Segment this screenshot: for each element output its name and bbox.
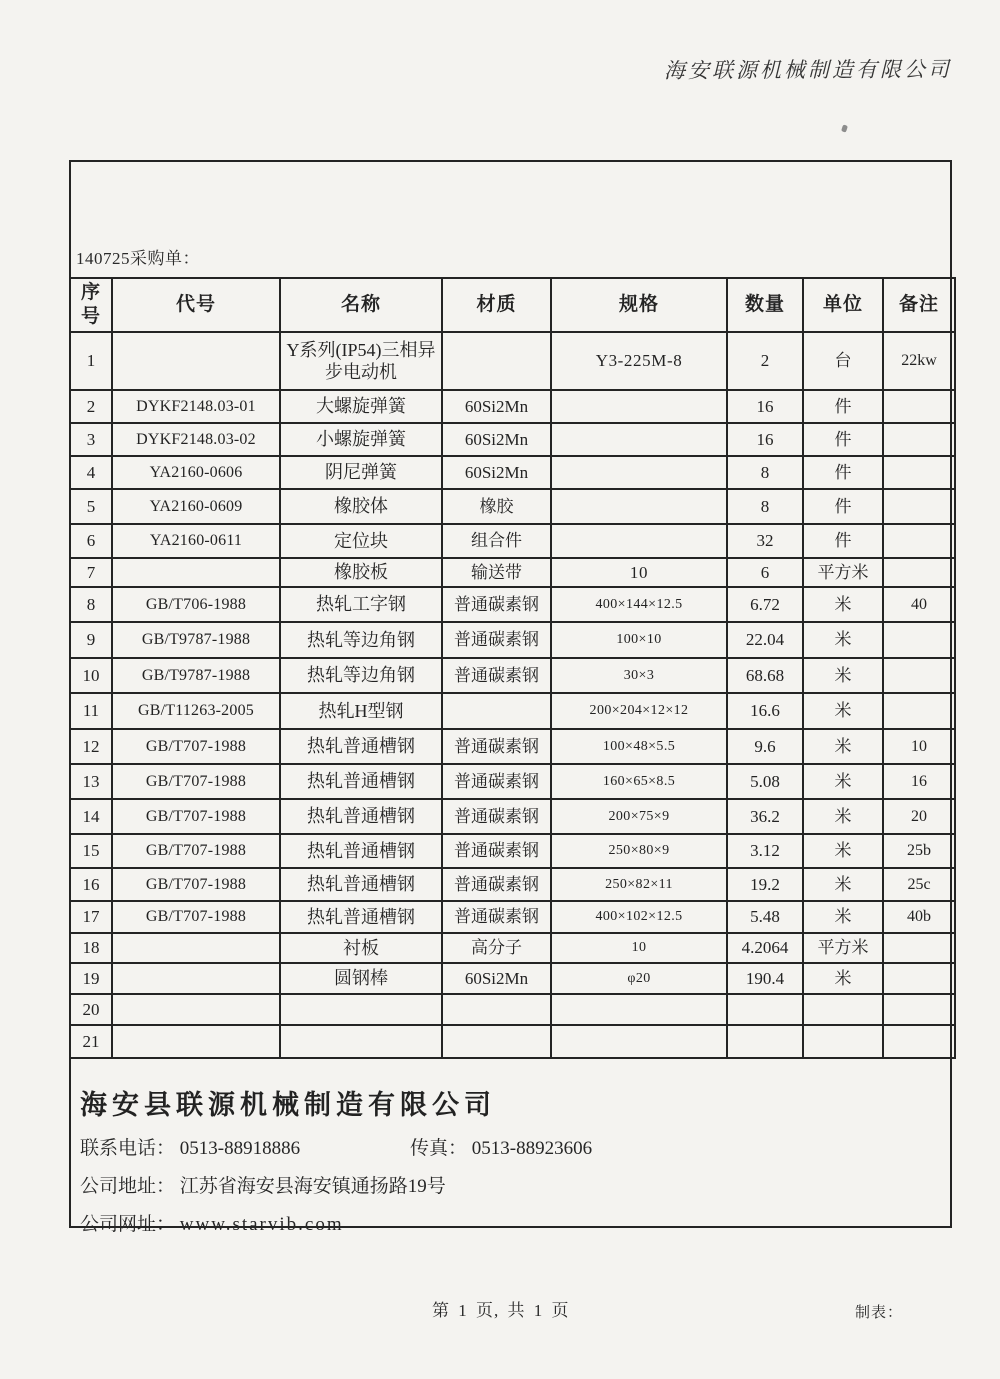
table-cell: 7 xyxy=(70,558,112,587)
table-cell xyxy=(551,524,727,558)
company-website-line xyxy=(80,1209,942,1236)
table-cell xyxy=(112,558,280,587)
table-cell: GB/T706-1988 xyxy=(112,587,280,622)
table-cell: 热轧等边角钢 xyxy=(280,622,442,658)
table-cell xyxy=(112,933,280,963)
table-cell: 热轧普通槽钢 xyxy=(280,764,442,799)
table-cell: 250×80×9 xyxy=(551,834,727,868)
table-row xyxy=(70,524,955,558)
table-cell: 2 xyxy=(70,390,112,423)
table-cell: GB/T707-1988 xyxy=(112,729,280,764)
table-cell: GB/T9787-1988 xyxy=(112,658,280,693)
table-cell: YA2160-0606 xyxy=(112,456,280,489)
table-cell: 件 xyxy=(803,390,883,423)
table-cell xyxy=(442,994,551,1025)
table-cell: 1 xyxy=(70,332,112,390)
table-cell: 19 xyxy=(70,963,112,994)
table-row xyxy=(70,963,955,994)
table-cell: 5.08 xyxy=(727,764,803,799)
table-cell: 16.6 xyxy=(727,693,803,729)
fax-value: 0513-88923606 xyxy=(471,1138,593,1159)
table-cell xyxy=(442,1025,551,1058)
table-cell: 6.72 xyxy=(727,587,803,622)
table-cell: 190.4 xyxy=(727,963,803,994)
table-cell: 40 xyxy=(883,587,955,622)
table-cell: 热轧普通槽钢 xyxy=(280,868,442,901)
table-row xyxy=(70,764,955,799)
table-cell: 21 xyxy=(70,1025,112,1058)
table-cell xyxy=(442,693,551,729)
table-row xyxy=(70,489,955,524)
table-cell: GB/T707-1988 xyxy=(112,799,280,834)
table-cell: 米 xyxy=(803,868,883,901)
address-value: 江苏省海安县海安镇通扬路19号 xyxy=(179,1176,446,1197)
column-header: 材质 xyxy=(442,278,551,332)
table-cell: 2 xyxy=(727,332,803,390)
table-cell: 橡胶体 xyxy=(280,489,442,524)
table-cell: 22.04 xyxy=(727,622,803,658)
table-cell: 件 xyxy=(803,489,883,524)
table-cell: 250×82×11 xyxy=(551,868,727,901)
table-cell: 60Si2Mn xyxy=(442,423,551,456)
table-cell: 高分子 xyxy=(442,933,551,963)
column-header: 代号 xyxy=(112,278,280,332)
table-cell: 定位块 xyxy=(280,524,442,558)
table-cell: 20 xyxy=(883,799,955,834)
table-cell: Y系列(IP54)三相异步电动机 xyxy=(280,332,442,390)
table-cell: 68.68 xyxy=(727,658,803,693)
table-cell: 5.48 xyxy=(727,901,803,933)
table-row xyxy=(70,729,955,764)
table-cell xyxy=(551,423,727,456)
table-cell: 9.6 xyxy=(727,729,803,764)
table-cell: 热轧工字钢 xyxy=(280,587,442,622)
table-cell: 10 xyxy=(883,729,955,764)
table-cell: 20 xyxy=(70,994,112,1025)
table-cell: 10 xyxy=(551,558,727,587)
table-cell xyxy=(551,994,727,1025)
table-row xyxy=(70,332,955,390)
table-cell: 19.2 xyxy=(727,868,803,901)
table-row xyxy=(70,994,955,1025)
table-cell xyxy=(883,1025,955,1058)
table-head xyxy=(70,278,955,332)
table-cell: 米 xyxy=(803,963,883,994)
table-cell xyxy=(551,1025,727,1058)
table-cell: 米 xyxy=(803,658,883,693)
table-row xyxy=(70,622,955,658)
table-row xyxy=(70,658,955,693)
table-cell: 12 xyxy=(70,729,112,764)
table-cell: 普通碳素钢 xyxy=(442,587,551,622)
table-cell: 10 xyxy=(551,933,727,963)
table-cell xyxy=(803,994,883,1025)
table-cell: 100×48×5.5 xyxy=(551,729,727,764)
table-cell: 18 xyxy=(70,933,112,963)
table-cell: φ20 xyxy=(551,963,727,994)
table-cell xyxy=(442,332,551,390)
maker-label: 制表： xyxy=(855,1305,904,1321)
table-cell xyxy=(883,963,955,994)
table-row xyxy=(70,1025,955,1058)
table-cell xyxy=(883,658,955,693)
table-cell: 16 xyxy=(727,390,803,423)
table-cell: GB/T707-1988 xyxy=(112,764,280,799)
table-cell: 普通碳素钢 xyxy=(442,868,551,901)
table-cell: 普通碳素钢 xyxy=(442,729,551,764)
table-cell: 米 xyxy=(803,622,883,658)
table-cell: Y3-225M-8 xyxy=(551,332,727,390)
table-cell: 件 xyxy=(803,524,883,558)
table-row xyxy=(70,901,955,933)
table-cell: 200×204×12×12 xyxy=(551,693,727,729)
table-row xyxy=(70,456,955,489)
table-cell xyxy=(883,933,955,963)
phone-label: 联系电话： xyxy=(80,1138,176,1159)
table-row xyxy=(70,693,955,729)
table-cell: 16 xyxy=(70,868,112,901)
table-cell: 400×102×12.5 xyxy=(551,901,727,933)
table-cell: GB/T707-1988 xyxy=(112,834,280,868)
table-cell xyxy=(551,390,727,423)
table-row xyxy=(70,423,955,456)
table-cell: 400×144×12.5 xyxy=(551,587,727,622)
table-body xyxy=(70,332,955,1058)
table-cell: 4.2064 xyxy=(727,933,803,963)
company-name: 海安县联源机械制造有限公司 xyxy=(80,1090,496,1120)
table-row xyxy=(70,390,955,423)
address-label: 公司地址： xyxy=(80,1176,176,1197)
table-cell: 橡胶 xyxy=(442,489,551,524)
table-cell: 100×10 xyxy=(551,622,727,658)
table-cell: DYKF2148.03-01 xyxy=(112,390,280,423)
fax-part xyxy=(410,1133,592,1160)
table-cell: 16 xyxy=(883,764,955,799)
table-cell: 11 xyxy=(70,693,112,729)
column-header: 备注 xyxy=(883,278,955,332)
table-cell: GB/T11263-2005 xyxy=(112,693,280,729)
table-cell xyxy=(883,489,955,524)
table-cell: 热轧普通槽钢 xyxy=(280,834,442,868)
table-cell: 6 xyxy=(727,558,803,587)
table-cell xyxy=(112,1025,280,1058)
phone-part xyxy=(80,1133,410,1160)
table-row xyxy=(70,558,955,587)
table-cell: 30×3 xyxy=(551,658,727,693)
table-cell: 6 xyxy=(70,524,112,558)
table-cell: 8 xyxy=(70,587,112,622)
table-cell xyxy=(883,390,955,423)
table-cell: 3.12 xyxy=(727,834,803,868)
fax-label: 传真： xyxy=(410,1138,468,1159)
table-cell xyxy=(112,994,280,1025)
table-cell: 橡胶板 xyxy=(280,558,442,587)
table-header-row xyxy=(70,278,955,332)
table-cell: 60Si2Mn xyxy=(442,456,551,489)
table-row xyxy=(70,834,955,868)
table-cell: 热轧普通槽钢 xyxy=(280,799,442,834)
table-cell: 15 xyxy=(70,834,112,868)
table-cell: 热轧等边角钢 xyxy=(280,658,442,693)
table-cell: 10 xyxy=(70,658,112,693)
table-cell: GB/T707-1988 xyxy=(112,901,280,933)
table-cell: 米 xyxy=(803,799,883,834)
document-box xyxy=(69,160,952,1235)
table-cell xyxy=(883,423,955,456)
table-row xyxy=(70,868,955,901)
table-cell xyxy=(727,994,803,1025)
scan-speck xyxy=(841,124,848,132)
column-header: 规格 xyxy=(551,278,727,332)
column-header: 单位 xyxy=(803,278,883,332)
table-cell: 热轧H型钢 xyxy=(280,693,442,729)
table-cell: 米 xyxy=(803,764,883,799)
table-cell: 40b xyxy=(883,901,955,933)
table-cell: 普通碳素钢 xyxy=(442,658,551,693)
table-cell xyxy=(883,994,955,1025)
company-address-line xyxy=(80,1171,942,1198)
table-cell: 圆钢棒 xyxy=(280,963,442,994)
table-cell xyxy=(883,558,955,587)
table-cell: 组合件 xyxy=(442,524,551,558)
table-cell xyxy=(883,693,955,729)
website-label: 公司网址： xyxy=(80,1214,176,1235)
table-cell: 13 xyxy=(70,764,112,799)
table-cell xyxy=(112,332,280,390)
table-cell: 8 xyxy=(727,456,803,489)
table-cell: YA2160-0609 xyxy=(112,489,280,524)
table-cell: 8 xyxy=(727,489,803,524)
table-row xyxy=(70,587,955,622)
table-cell: 60Si2Mn xyxy=(442,390,551,423)
table-cell: 32 xyxy=(727,524,803,558)
table-cell: 大螺旋弹簧 xyxy=(280,390,442,423)
table-cell: 米 xyxy=(803,587,883,622)
table-cell: 件 xyxy=(803,456,883,489)
table-cell: GB/T9787-1988 xyxy=(112,622,280,658)
table-cell: GB/T707-1988 xyxy=(112,868,280,901)
table-cell: 普通碳素钢 xyxy=(442,901,551,933)
table-cell: 台 xyxy=(803,332,883,390)
column-header: 数量 xyxy=(727,278,803,332)
table-cell xyxy=(803,1025,883,1058)
table-cell: 米 xyxy=(803,901,883,933)
order-label: 140725采购单： xyxy=(76,249,200,268)
letterhead-company-name: 海安联源机械制造有限公司 xyxy=(663,57,953,83)
table-cell: 16 xyxy=(727,423,803,456)
table-cell: 平方米 xyxy=(803,558,883,587)
table-cell xyxy=(883,456,955,489)
page-number: 第 1 页, 共 1 页 xyxy=(432,1301,570,1320)
column-header: 序号 xyxy=(70,278,112,332)
table-cell: 60Si2Mn xyxy=(442,963,551,994)
table-cell: 热轧普通槽钢 xyxy=(280,901,442,933)
table-cell: 4 xyxy=(70,456,112,489)
table-cell: 米 xyxy=(803,834,883,868)
table-cell: 普通碳素钢 xyxy=(442,834,551,868)
table-cell: 9 xyxy=(70,622,112,658)
table-cell: 米 xyxy=(803,729,883,764)
table-cell: 14 xyxy=(70,799,112,834)
table-row xyxy=(70,799,955,834)
table-cell: 22kw xyxy=(883,332,955,390)
table-cell: 平方米 xyxy=(803,933,883,963)
table-cell xyxy=(551,456,727,489)
column-header: 名称 xyxy=(280,278,442,332)
table-cell: 输送带 xyxy=(442,558,551,587)
website-value: www.starvib.com xyxy=(179,1214,344,1235)
table-cell: 小螺旋弹簧 xyxy=(280,423,442,456)
table-cell: 衬板 xyxy=(280,933,442,963)
table-cell: 阴尼弹簧 xyxy=(280,456,442,489)
table-cell: 17 xyxy=(70,901,112,933)
table-cell: 米 xyxy=(803,693,883,729)
table-cell: YA2160-0611 xyxy=(112,524,280,558)
table-row xyxy=(70,933,955,963)
order-table xyxy=(69,277,956,1059)
table-cell: 热轧普通槽钢 xyxy=(280,729,442,764)
table-cell xyxy=(112,963,280,994)
phone-value: 0513-88918886 xyxy=(179,1138,301,1159)
company-info xyxy=(80,1059,942,1236)
table-cell: 200×75×9 xyxy=(551,799,727,834)
table-cell: 36.2 xyxy=(727,799,803,834)
table-cell xyxy=(727,1025,803,1058)
table-cell xyxy=(551,489,727,524)
table-cell xyxy=(883,524,955,558)
table-cell: DYKF2148.03-02 xyxy=(112,423,280,456)
table-cell xyxy=(280,994,442,1025)
table-cell: 件 xyxy=(803,423,883,456)
table-cell: 普通碳素钢 xyxy=(442,622,551,658)
table-cell: 普通碳素钢 xyxy=(442,764,551,799)
table-cell: 160×65×8.5 xyxy=(551,764,727,799)
table-cell xyxy=(883,622,955,658)
table-cell: 5 xyxy=(70,489,112,524)
table-cell: 25c xyxy=(883,868,955,901)
company-phone-line xyxy=(80,1133,942,1160)
table-cell: 25b xyxy=(883,834,955,868)
table-cell: 普通碳素钢 xyxy=(442,799,551,834)
table-cell xyxy=(280,1025,442,1058)
table-cell: 3 xyxy=(70,423,112,456)
